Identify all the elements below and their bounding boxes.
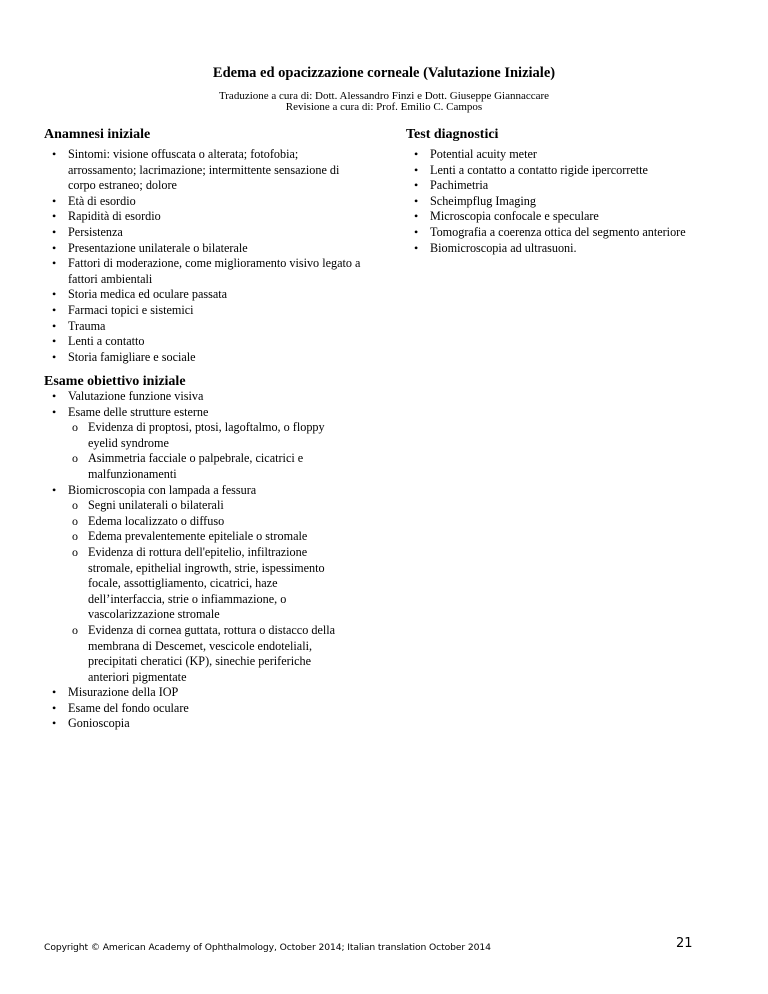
list-item: • Persistenza [48,225,368,241]
list-item: • Tomografia a coerenza ottica del segmento anteriore [410,225,740,241]
list-item [48,685,348,701]
list-item: • Trauma [48,319,368,335]
list-item-text: Valutazione funzione visiva [68,389,204,403]
page-number: 21 [676,936,693,951]
list-item: • Fattori di moderazione, come miglioramento visivo legato a fattori ambientali [48,256,368,287]
list-item [48,716,348,732]
revision-credit: Revisione a cura di: Prof. Emilio C. Campos [285,101,483,113]
sub-list-item: o Asimmetria facciale o palpebrale, cicatrici e malfunzionamenti [68,451,348,482]
list-item [48,405,348,483]
list-item: • Sintomi: visione offuscata o alterata; fotofobia; arrossamento; lacrimazione; intermittente sensazione di corpo estraneo; dolore [48,147,368,194]
list-item [48,389,348,405]
list-item: • Farmaci topici e sistemici [48,303,368,319]
list-item: • Lenti a contatto a contatto rigide ipercorrette [410,163,740,179]
sub-list-item: o Edema prevalentemente epiteliale o stromale [68,529,348,545]
list-item-text: Esame del fondo oculare [68,700,189,715]
sub-list [68,420,348,482]
list-item: • Pachimetria [410,178,740,194]
sub-list-item: o Evidenza di proptosi, ptosi, lagoftalmo, o floppy eyelid syndrome [68,420,348,451]
test-diagnostici-list [410,147,740,256]
anamnesi-heading: Anamnesi iniziale [44,127,151,142]
copyright-footer: Copyright © American Academy of Ophthalmology, October 2014; Italian translation October 2014 [44,942,491,953]
list-item: • Scheimpflug Imaging [410,194,740,210]
list-item: • Microscopia confocale e speculare [410,209,740,225]
list-item: • Storia famigliare e sociale [48,350,368,366]
list-item [48,483,348,686]
sub-list-item: o Evidenza di rottura dell'epitelio, infiltrazione stromale, epithelial ingrowth, strie, ispessimento focale, assottigliamento, cicatrici, haze dell’interfaccia, strie o infiammazione, o vascolarizzazione stromale [68,545,348,623]
list-item-text: Gonioscopia [68,716,130,731]
sub-list-item: o Evidenza di cornea guttata, rottura o distacco della membrana di Descemet, vescicole endoteliali, precipitati cheratici (KP), sinechie periferiche anteriori pigmentate [68,623,348,685]
list-item: • Lenti a contatto [48,334,368,350]
sub-list-item: o Edema localizzato o diffuso [68,514,348,530]
list-item: • Potential acuity meter [410,147,740,163]
list-item-text: Misurazione della IOP [68,685,179,700]
esame-obiettivo-list [48,389,348,732]
list-item: • Presentazione unilaterale o bilaterale [48,241,368,257]
list-item: • Età di esordio [48,194,368,210]
list-item-text: Esame delle strutture esterne [68,404,209,419]
sub-list [68,498,348,685]
page-title: Edema ed opacizzazione corneale (Valutazione Iniziale) [212,65,556,81]
esame-obiettivo-heading: Esame obiettivo iniziale [44,374,186,389]
list-item [48,701,348,717]
test-diagnostici-heading: Test diagnostici [406,127,499,142]
list-item: • Rapidità di esordio [48,209,368,225]
list-item-text: Biomicroscopia con lampada a fessura [68,482,257,497]
list-item: • Biomicroscopia ad ultrasuoni. [410,241,740,257]
list-item: • Storia medica ed oculare passata [48,287,368,303]
anamnesi-list [48,147,368,365]
translation-credit: Traduzione a cura di: Dott. Alessandro Finzi e Dott. Giuseppe Giannaccare [218,90,550,102]
sub-list-item: o Segni unilaterali o bilaterali [68,498,348,514]
